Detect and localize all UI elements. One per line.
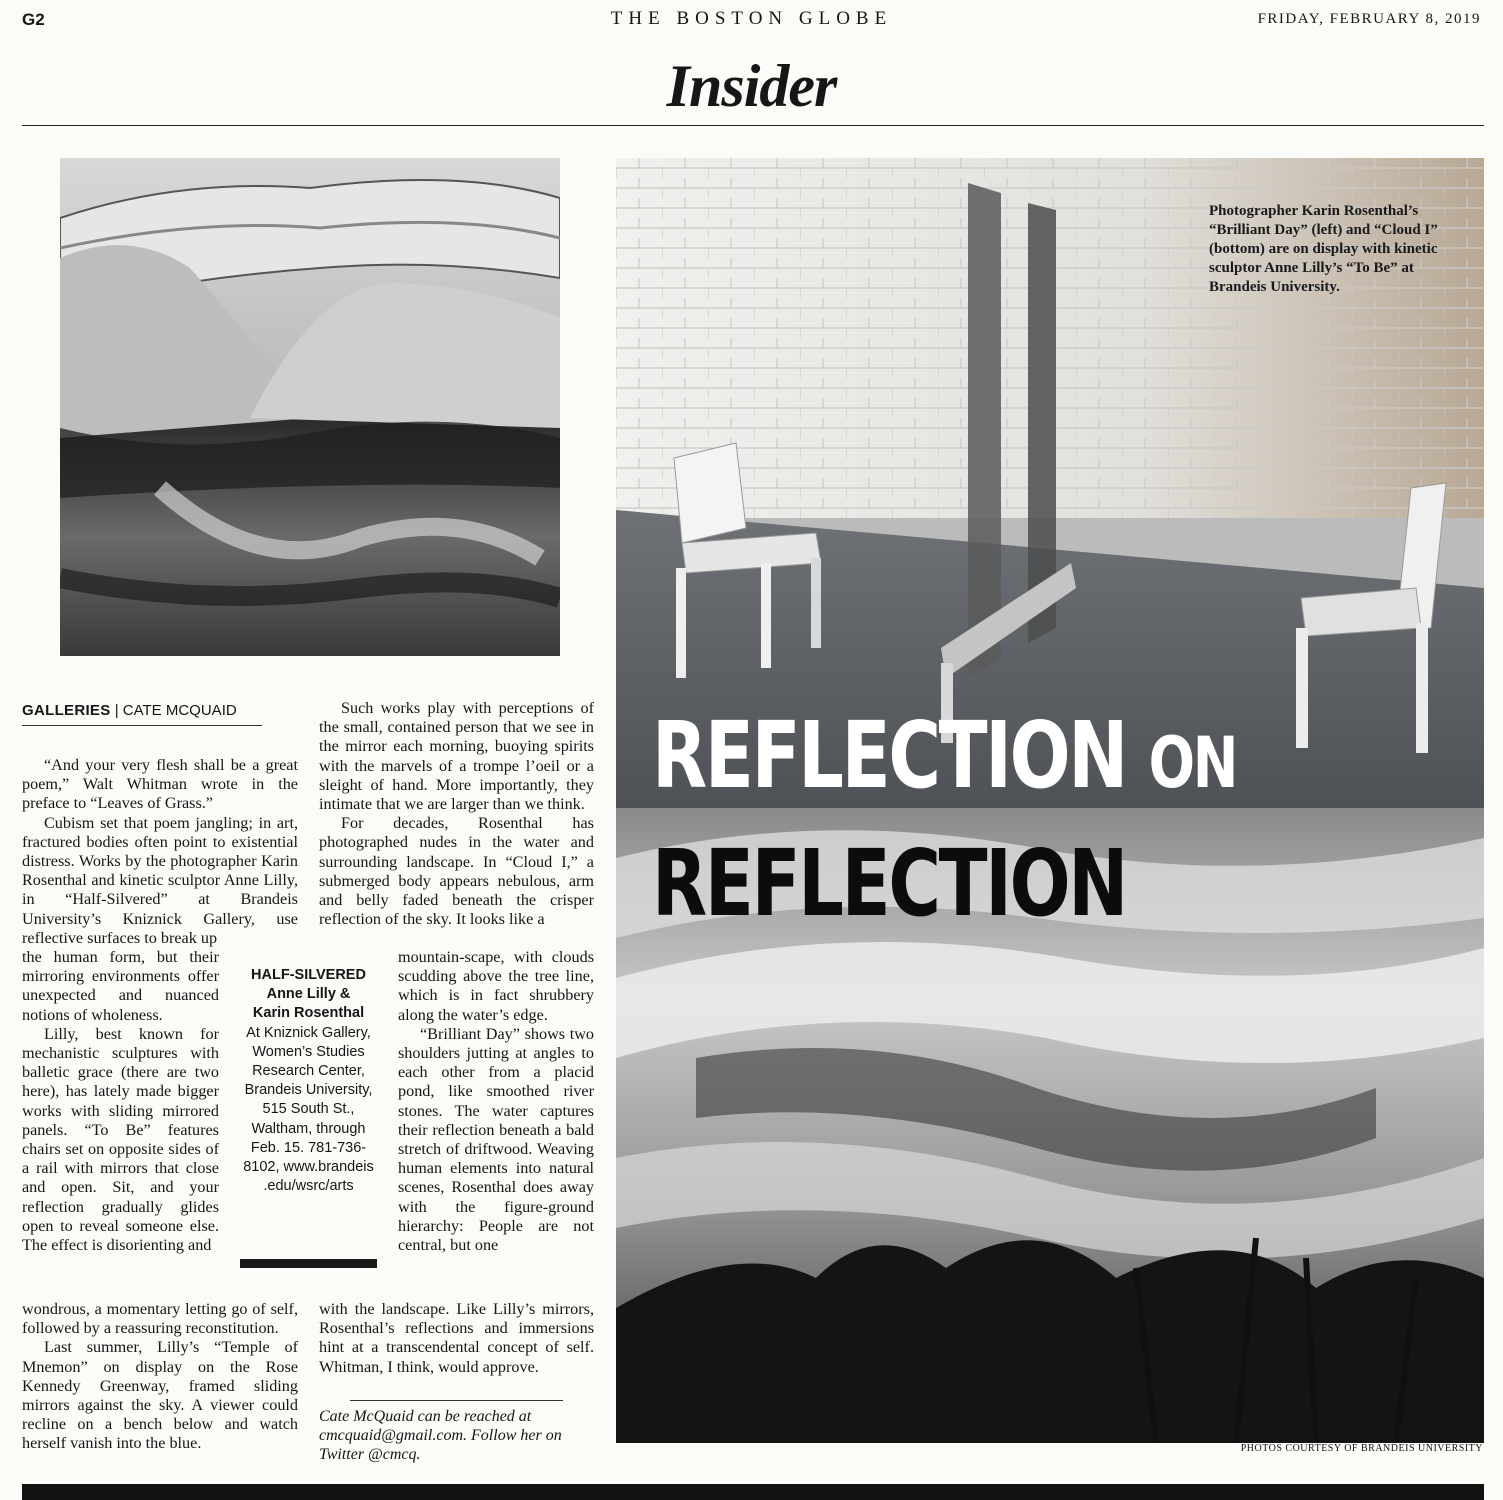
photo-caption: Photographer Karin Rosenthal’s “Brilliant Day” (left) and “Cloud I” (bottom) are on display with kinetic sculptor Anne Lilly’s “To Be” at Brandeis University. bbox=[1209, 203, 1438, 295]
column-1-bottom bbox=[22, 1300, 298, 1454]
article-kicker bbox=[22, 702, 262, 726]
paragraph: the human form, but their mirroring environments offer unexpected and nuanced notions of wholeness. bbox=[22, 948, 219, 1024]
kicker-label: GALLERIES bbox=[22, 702, 111, 719]
headline bbox=[652, 702, 1352, 961]
infobox-details: At Kniznick Gallery, Women’s Studies Research Center, Brandeis University, 515 South St., Waltham, through Feb. 15. 781-736-8102, www.brandeis .edu/wsrc/arts bbox=[243, 1024, 374, 1195]
column-2-top bbox=[319, 699, 594, 929]
paragraph: with the landscape. Like Lilly’s mirrors, Rosenthal’s reflections and immersions hint at a transcendental concept of self. Whitman, I think, would approve. bbox=[319, 1300, 594, 1376]
headline-on: ON bbox=[1148, 722, 1237, 804]
infobox-rule bbox=[240, 1259, 377, 1268]
section-title: Insider bbox=[666, 53, 837, 119]
brilliant-day-image bbox=[60, 158, 560, 656]
author-contact: Cate McQuaid can be reached at cmcquaid@gmail.com. Follow her on Twitter @cmcq. bbox=[319, 1408, 562, 1464]
photo-brilliant-day bbox=[60, 158, 560, 656]
paragraph: Such works play with perceptions of the small, contained person that we see in the mirror each morning, buoying spirits with the marvels of a trompe l’oeil or a sleight of hand. More importantly, they intimate that we are larger than we think. bbox=[319, 699, 594, 814]
newspaper-name: THE BOSTON GLOBE bbox=[610, 8, 893, 29]
photo-credit: PHOTOS COURTESY OF BRANDEIS UNIVERSITY bbox=[1240, 1443, 1483, 1454]
paragraph: mountain-scape, with clouds scudding above the tree line, which is in fact shrubbery along the water’s edge. bbox=[398, 948, 594, 1024]
masthead-rule bbox=[22, 125, 1484, 126]
column-1-top bbox=[22, 756, 298, 948]
infobox-artists-2: Karin Rosenthal bbox=[252, 1005, 365, 1022]
column-2-narrow bbox=[398, 948, 594, 1255]
column-1-narrow bbox=[22, 948, 219, 1255]
exhibition-infobox bbox=[240, 966, 377, 1196]
byline: CATE MCQUAID bbox=[122, 702, 237, 719]
issue-date: FRIDAY, FEBRUARY 8, 2019 bbox=[1257, 11, 1481, 27]
infobox-title: HALF-SILVERED bbox=[251, 967, 366, 983]
page-number: G2 bbox=[22, 10, 45, 29]
paragraph: Lilly, best known for mechanistic sculptures with balletic grace (there are two here), has lately made bigger works with sliding mirrored panels. “To Be” features chairs set on opposite sides of a rail with mirrors that close and open. Sit, and your reflection gradually glides open to reveal someone else. The effect is disorienting and bbox=[22, 1024, 219, 1255]
signoff-rule bbox=[350, 1400, 563, 1401]
infobox-artists-1: Anne Lilly & bbox=[266, 986, 351, 1003]
paragraph: For decades, Rosenthal has photographed nudes in the water and surrounding landscape. In “Cloud I,” a submerged body appears nebulous, arm and belly faded beneath the crisper reflection of the sky. It looks like a bbox=[319, 814, 594, 929]
footer-bar bbox=[22, 1484, 1484, 1500]
kicker-separator: | bbox=[114, 702, 119, 719]
paragraph: Cubism set that poem jangling; in art, fractured bodies often point to existential distress. Works by the photographer Karin Rosenthal and kinetic sculptor Anne Lilly, in “Half-Silvered” at Brandeis University’s Kniznick Gallery, use reflective surfaces to break up bbox=[22, 813, 298, 947]
headline-word-2: REFLECTION bbox=[652, 830, 1127, 937]
paragraph: wondrous, a momentary letting go of self, followed by a reassuring reconstitution. bbox=[22, 1300, 298, 1338]
column-2-bottom bbox=[319, 1300, 594, 1377]
paragraph: Last summer, Lilly’s “Temple of Mnemon” on display on the Rose Kennedy Greenway, framed sliding mirrors against the sky. A viewer could recline on a bench below and watch herself vanish into the blue. bbox=[22, 1338, 298, 1453]
paragraph: “Brilliant Day” shows two shoulders jutting at angles to each other from a placid pond, like smoothed river stones. The water captures their reflection beneath a bald stretch of driftwood. Weaving human elements into natural scenes, Rosenthal does away with the figure-ground hierarchy: People are not central, but one bbox=[398, 1024, 594, 1255]
paragraph: “And your very flesh shall be a great poem,” Walt Whitman wrote in the preface to “Leaves of Grass.” bbox=[22, 756, 298, 813]
headline-word-1: REFLECTION ON bbox=[652, 702, 1237, 809]
